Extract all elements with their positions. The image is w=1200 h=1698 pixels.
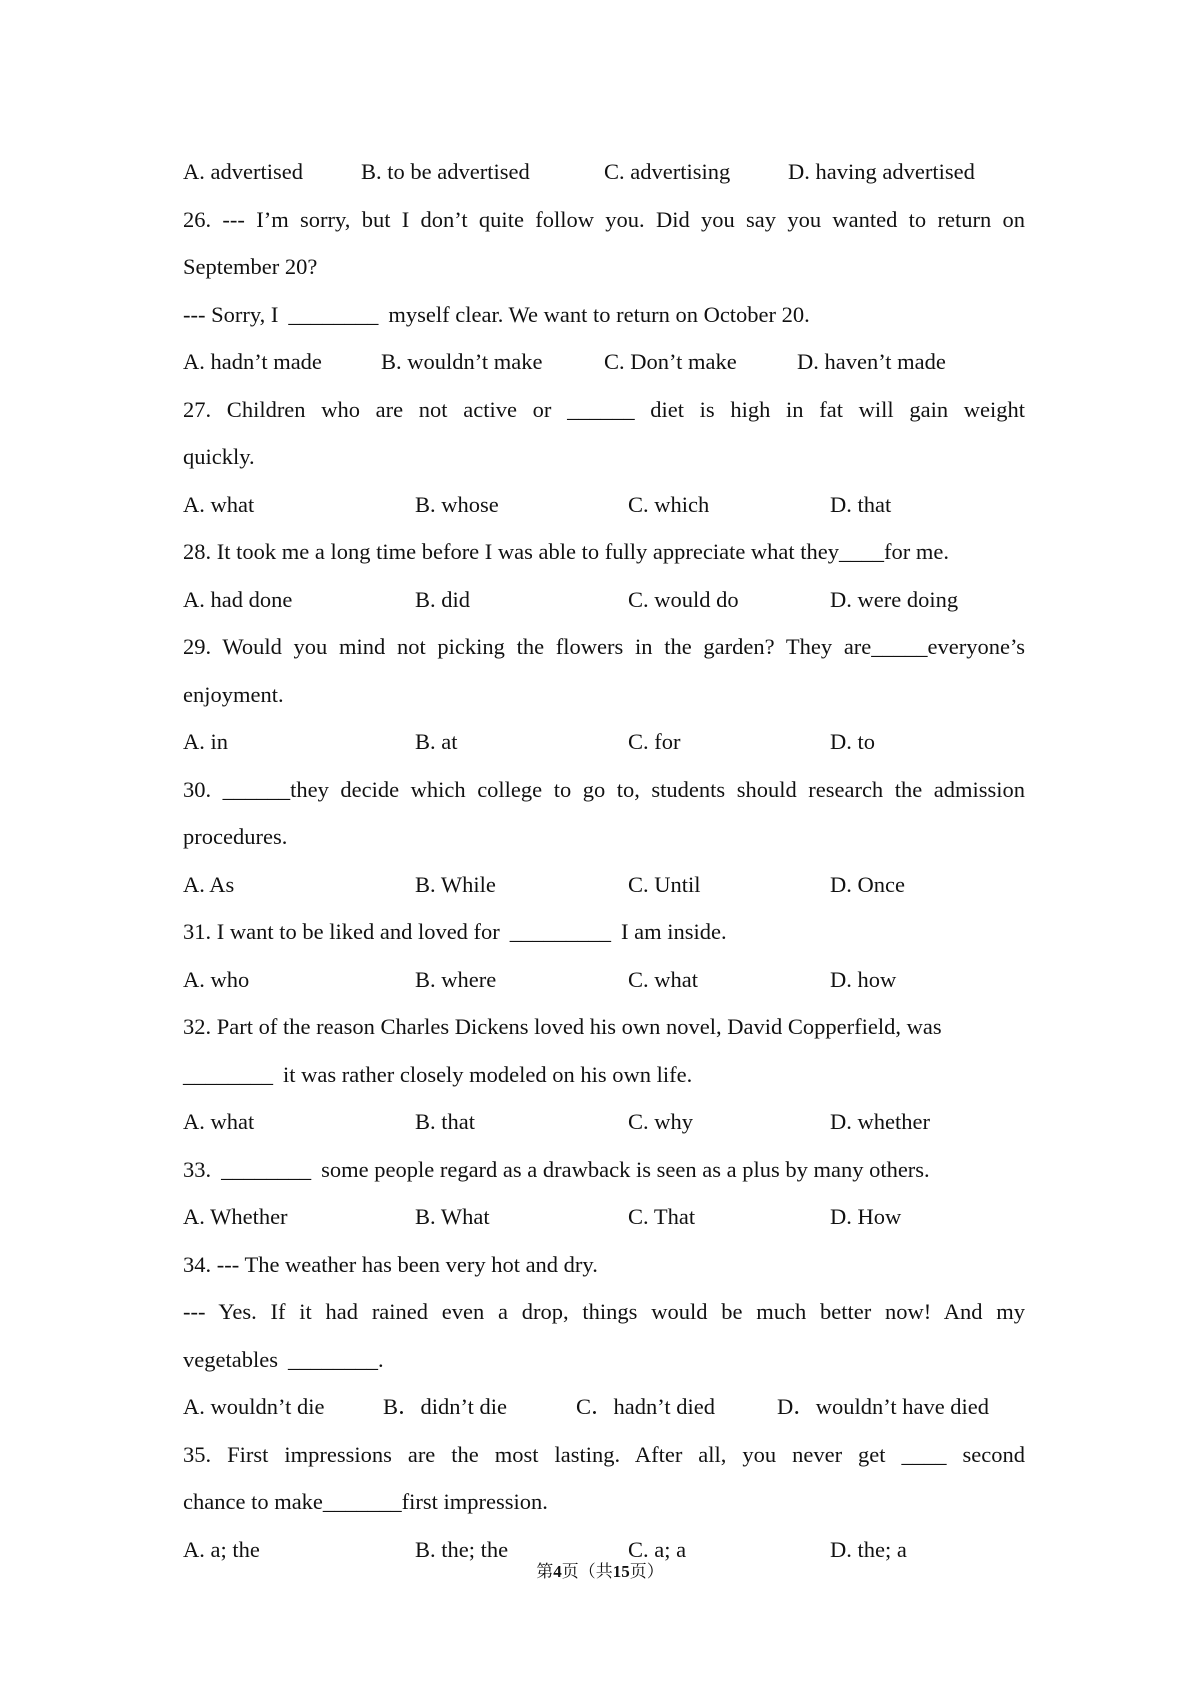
q29-options	[183, 718, 1025, 766]
footer-page-number: 4	[553, 1562, 562, 1581]
q27-stem-line1: 27. Children who are not active or ______ diet is high in fat will gain weight	[183, 396, 1025, 422]
q33-option-b: B. What	[415, 1204, 490, 1229]
footer-prefix: 第	[536, 1562, 554, 1581]
q31-option-b: B. where	[415, 966, 497, 992]
q35-option-c: C. a; a	[628, 1536, 687, 1562]
q27-stem-line2: quickly.	[183, 444, 255, 469]
q30-options	[183, 861, 1025, 909]
q32-stem-line2	[183, 1051, 1025, 1099]
q26-reply-line	[183, 291, 1025, 339]
q32-option-c: C. why	[628, 1109, 694, 1134]
q31-stem-end: I am inside.	[621, 919, 727, 944]
q32-option-b: B. that	[415, 1109, 475, 1134]
q34-option-c: C．hadn’t died	[576, 1394, 715, 1419]
q31-option-c: C. what	[628, 966, 698, 992]
question-list	[183, 148, 1025, 1573]
q34-option-a: A. wouldn’t die	[183, 1394, 325, 1419]
q28-options	[183, 576, 1025, 624]
q28-option-a: A. had done	[183, 586, 293, 612]
q31-stem-start: 31. I want to be liked and loved for	[183, 919, 500, 944]
q30-stem-line1: 30. ______they decide which college to go to, students should research the admission	[183, 776, 1025, 802]
q27-option-a: A. what	[183, 491, 255, 517]
q34-option-d: D．wouldn’t have died	[777, 1394, 990, 1419]
q30-stem-line2: procedures.	[183, 824, 288, 849]
footer-total-pages: 15	[612, 1562, 630, 1581]
q27-option-d: D. that	[830, 491, 892, 517]
q34-options	[183, 1383, 1025, 1431]
q31-options	[183, 956, 1025, 1004]
q33-number: 33.	[183, 1156, 212, 1182]
q33-stem-line1	[183, 1146, 1025, 1194]
q29-option-b: B. at	[415, 729, 458, 754]
q28-stem-line1: 28. It took me a long time before I was able to fully appreciate what they____for me.	[183, 539, 949, 564]
q29-stem-line1: 29. Would you mind not picking the flowers in the garden? They are_____everyone’s	[183, 634, 1025, 659]
footer-suffix: 页）	[629, 1562, 664, 1581]
q32-blank: ________	[183, 1061, 273, 1087]
q25-option-a: A. advertised	[183, 159, 303, 184]
q33-option-c: C. That	[628, 1204, 696, 1229]
q26-reply-end: myself clear. We want to return on October 20.	[388, 301, 810, 327]
q33-option-d: D. How	[830, 1204, 902, 1229]
q34-blank: ________	[287, 1346, 378, 1372]
q33-blank: ________	[221, 1156, 312, 1182]
q26-stem-line2: September 20?	[183, 254, 318, 279]
q28-option-b: B. did	[415, 586, 471, 612]
page-footer	[0, 1560, 1200, 1584]
q33-option-a: A. Whether	[183, 1204, 288, 1229]
q33-options	[183, 1193, 1025, 1241]
q25-options	[183, 148, 1025, 196]
q26-option-c: C. Don’t make	[604, 349, 737, 374]
q31-option-d: D. how	[830, 966, 897, 992]
q26-reply-start: --- Sorry, I	[183, 301, 279, 327]
q34-stem-line2: --- Yes. If it had rained even a drop, things would be much better now! And my	[183, 1299, 1025, 1324]
footer-mid: 页（共	[561, 1562, 613, 1581]
q25-option-d: D. having advertised	[788, 159, 975, 184]
q29-option-a: A. in	[183, 729, 228, 754]
q32-options	[183, 1098, 1025, 1146]
q31-stem-line1	[183, 908, 1025, 956]
q32-option-a: A. what	[183, 1109, 255, 1134]
q30-option-b: B. While	[415, 871, 496, 897]
q31-option-a: A. who	[183, 966, 250, 992]
q34-option-b: B．didn’t die	[383, 1394, 507, 1419]
q30-option-c: C. Until	[628, 871, 701, 897]
q30-option-a: A. As	[183, 871, 235, 897]
q28-option-d: D. were doing	[830, 586, 959, 612]
q27-option-b: B. whose	[415, 491, 499, 517]
q26-option-a: A. hadn’t made	[183, 349, 322, 374]
q35-option-d: D. the; a	[830, 1536, 907, 1562]
q26-stem-line1: 26. --- I’m sorry, but I don’t quite follow you. Did you say you wanted to return on	[183, 206, 1025, 232]
q25-option-b: B. to be advertised	[361, 159, 530, 184]
q35-stem-line1: 35. First impressions are the most lasting. After all, you never get ____ second	[183, 1441, 1025, 1467]
q35-option-b: B. the; the	[415, 1536, 509, 1562]
q34-stem-end: .	[377, 1346, 384, 1372]
q27-options	[183, 481, 1025, 529]
q26-blank: ________	[288, 301, 379, 327]
q25-option-c: C. advertising	[604, 159, 731, 184]
q34-stem-line1: 34. --- The weather has been very hot and dry.	[183, 1251, 598, 1277]
q28-option-c: C. would do	[628, 586, 739, 612]
q32-stem-end: it was rather closely modeled on his own life.	[283, 1061, 693, 1087]
q26-option-b: B. wouldn’t make	[381, 349, 543, 374]
q35-stem-line2: chance to make_______first impression.	[183, 1489, 548, 1514]
q26-options	[183, 338, 1025, 386]
q34-stem-line3	[183, 1336, 1025, 1384]
q29-option-d: D. to	[830, 729, 875, 754]
q33-stem-end: some people regard as a drawback is seen as a plus by many others.	[321, 1156, 930, 1182]
q31-blank: _________	[509, 919, 612, 944]
q35-option-a: A. a; the	[183, 1536, 260, 1562]
q26-option-d: D. haven’t made	[797, 349, 946, 374]
q29-option-c: C. for	[628, 729, 681, 754]
q34-stem-start: vegetables	[183, 1346, 278, 1372]
q27-option-c: C. which	[628, 491, 710, 517]
q32-stem-line1: 32. Part of the reason Charles Dickens loved his own novel, David Copperfield, was	[183, 1014, 942, 1039]
q30-option-d: D. Once	[830, 871, 905, 897]
q32-option-d: D. whether	[830, 1109, 930, 1134]
q29-stem-line2: enjoyment.	[183, 681, 284, 707]
